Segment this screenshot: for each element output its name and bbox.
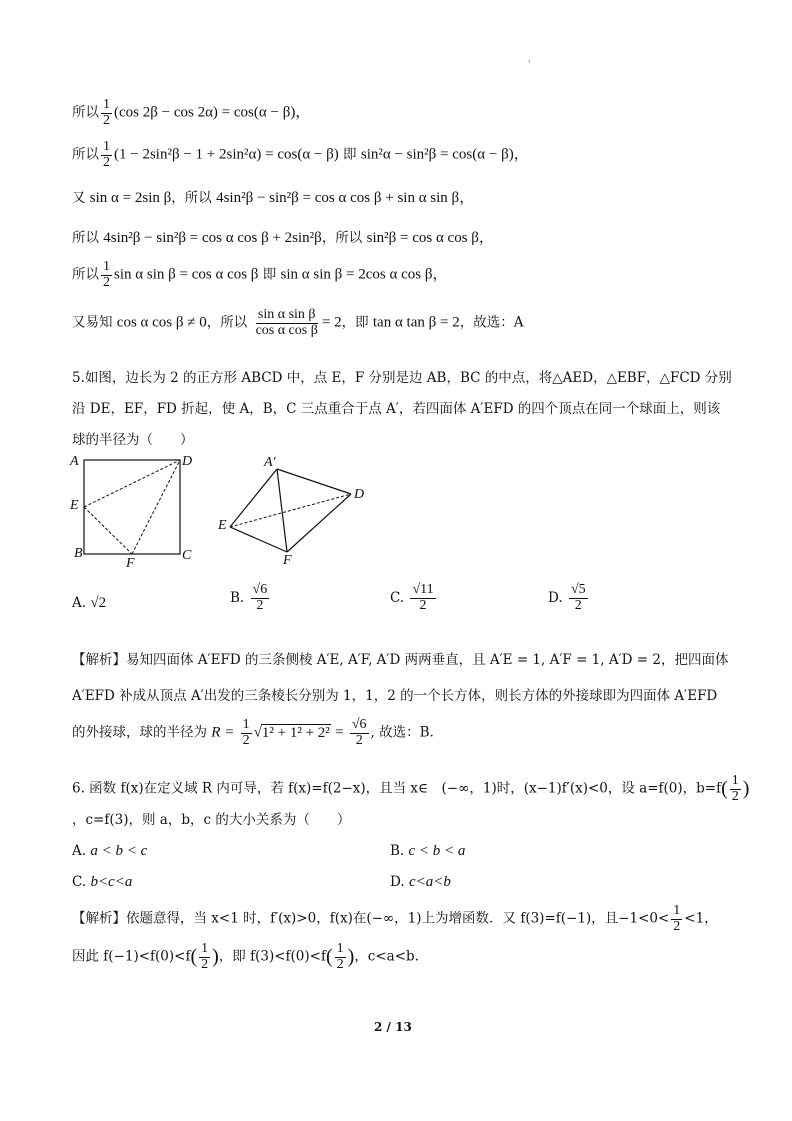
q5-line-3: 球的半径为（ ）	[72, 432, 194, 448]
q5-analysis-line-3	[72, 718, 434, 748]
math: sin²α − sin²β = cos(α − β)，	[360, 146, 529, 163]
solution-line-1	[72, 98, 310, 128]
text: ，即	[341, 314, 373, 331]
math: (1 − 2sin²β − 1 + 2sin²α) = cos(α − β)	[114, 146, 339, 163]
text: 所以	[72, 146, 99, 163]
option-letter: A.	[72, 843, 87, 859]
option-fraction: $\frac{√5}{2}$	[570, 582, 586, 613]
option-value: a < b < c	[90, 843, 148, 859]
solution-line-6	[72, 308, 523, 338]
solution-line-4	[72, 226, 494, 247]
fraction-half: $\frac{1}{2}$	[242, 717, 250, 748]
math: (cos 2β − cos 2α) = cos(α − β)，	[114, 104, 311, 121]
q5-analysis-line-2: A′EFD 补成从顶点 A′出发的三条棱长分别为 1，1，2 的一个长方体，则长方体的外接球即为四面体 A′EFD	[72, 688, 718, 704]
option-letter: C.	[390, 590, 405, 607]
q6-line-1: 6. 函数 f(x)在定义域 R 内可导，若 f(x)=f(2−x)，且当 x∈ (−∞，1)时，(x−1)f′(x)<0，设 a=f(0)，b=f( $\frac{1}{2}$ )	[72, 773, 750, 804]
text: ，故选：A	[459, 314, 524, 331]
result-fraction: $\frac{√6}{2}$	[351, 717, 367, 748]
sqrt-symbol: √	[253, 724, 262, 741]
page-number: 2 / 13	[374, 1020, 412, 1034]
fig2-label-d: D	[354, 487, 365, 502]
option-letter: A.	[72, 595, 87, 611]
option-value: √2	[90, 595, 107, 611]
q5-option-b	[230, 583, 271, 613]
text: ，所以	[171, 190, 217, 206]
q6-option-d	[390, 874, 451, 891]
option-letter: B.	[230, 590, 245, 607]
q5-analysis-line-1: 【解析】易知四面体 A′EFD 的三条侧棱 A′E, A′F, A′D 两两垂直，且 A′E = 1, A′F = 1, A′D = 2，把四面体	[72, 652, 729, 668]
text: 所以	[72, 266, 99, 283]
fig1-label-f: F	[126, 556, 135, 571]
text: ，c<a<b.	[354, 948, 419, 965]
fig2-label-a-prime: A′	[264, 455, 276, 470]
text: ，所以	[321, 230, 367, 246]
text: 即	[338, 146, 361, 163]
q6-option-a	[72, 843, 147, 860]
option-value: b<c<a	[90, 874, 133, 890]
option-letter: D.	[548, 590, 563, 607]
text: 【解析】依题意得，当 x<1 时，f′(x)>0，f(x)在(−∞，1)上为增函数．又 f(3)=f(−1)，且−1<0<	[72, 910, 670, 927]
q5-option-c	[390, 583, 438, 613]
math: sin α sin β = 2cos α cos β，	[280, 266, 448, 283]
text: 又易知	[72, 314, 117, 331]
q5-option-a	[72, 595, 106, 612]
math: = 2	[321, 314, 342, 331]
fraction-half: $\frac{1}{2}$	[731, 773, 739, 804]
corner-mark: '	[528, 60, 531, 70]
option-fraction: $\frac{√11}{2}$	[412, 582, 434, 613]
fraction-half: $\frac{1}{2}$	[336, 941, 344, 972]
q6-analysis-line-2: 因此 f(−1)<f(0)<f( $\frac{1}{2}$ )，即 f(3)<f(0)<f( $\frac{1}{2}$ )，c<a<b.	[72, 941, 419, 972]
option-letter: D.	[390, 874, 405, 890]
text: ，即 f(3)<f(0)<f	[218, 948, 326, 965]
solution-line-3	[72, 186, 474, 207]
solution-line-2	[72, 140, 529, 170]
fig2-label-e: E	[218, 518, 227, 533]
q6-line-2: ，c=f(3)，则 a，b，c 的大小关系为（ ）	[72, 812, 351, 828]
fraction-half: $\frac{1}{2}$	[103, 97, 110, 128]
option-value: c < b < a	[408, 843, 466, 859]
text: 又	[72, 190, 90, 206]
sqrt-radicand: 1² + 1² + 2²	[261, 724, 330, 741]
fig1-label-d: D	[182, 454, 193, 469]
fig2-label-f: F	[283, 553, 292, 568]
fig1-label-c: C	[182, 548, 192, 563]
q6-option-c	[72, 874, 132, 891]
option-value: c<a<b	[408, 874, 451, 890]
q5-option-d	[548, 583, 590, 613]
math: 4sin²β − sin²β = cos α cos β + 2sin²β	[103, 230, 322, 246]
option-letter: B.	[390, 843, 405, 859]
text: 所以	[72, 230, 104, 246]
q5-line-1: 5.如图，边长为 2 的正方形 ABCD 中，点 E，F 分别是边 AB，BC 的中点，将△AED，△EBF，△FCD 分别	[72, 370, 732, 386]
fraction-half: $\frac{1}{2}$	[673, 903, 681, 934]
math: sin α = 2sin β	[89, 190, 172, 206]
text: , 故选：B.	[370, 724, 434, 741]
math: =	[335, 724, 344, 741]
fig1-label-b: B	[74, 546, 83, 561]
q6-analysis-line-1	[72, 904, 718, 934]
math: 4sin²β − sin²β = cos α cos β + sin α sin β，	[216, 190, 475, 206]
math: R =	[211, 724, 235, 741]
text: 所以	[72, 104, 99, 121]
fig1-label-a: A	[70, 454, 79, 469]
math: sin α sin β = cos α cos β	[114, 266, 259, 283]
text: 6. 函数 f(x)在定义域 R 内可导，若 f(x)=f(2−x)，且当 x∈ (−∞，1)时，(x−1)f′(x)<0，设 a=f(0)，b=f	[72, 780, 722, 797]
text: ，所以	[206, 314, 252, 331]
q5-line-2: 沿 DE，EF，FD 折起，使 A，B，C 三点重合于点 A′，若四面体 A′EFD 的四个顶点在同一个球面上，则该	[72, 401, 721, 417]
math: cos α cos β ≠ 0	[116, 314, 207, 331]
fig1-label-e: E	[70, 498, 79, 513]
tetrahedron-figure	[220, 455, 370, 565]
fraction-half: $\frac{1}{2}$	[103, 139, 110, 170]
option-letter: C.	[72, 874, 87, 890]
text: <1，	[684, 910, 718, 927]
option-fraction: $\frac{√6}{2}$	[252, 582, 268, 613]
fraction-half: $\frac{1}{2}$	[201, 941, 209, 972]
text: 即	[258, 266, 281, 283]
math: tan α tan β = 2	[372, 314, 460, 331]
fraction-half: $\frac{1}{2}$	[103, 259, 110, 290]
q6-option-b	[390, 843, 465, 860]
fraction-sin-over-cos: $\frac{\text{sin α sin β}}{\text{cos α cos β}}$	[255, 307, 318, 338]
text: 的外接球，球的半径为	[72, 724, 212, 741]
solution-line-5	[72, 260, 448, 290]
math: sin²β = cos α cos β，	[366, 230, 494, 246]
text: 因此 f(−1)<f(0)<f	[72, 948, 191, 965]
